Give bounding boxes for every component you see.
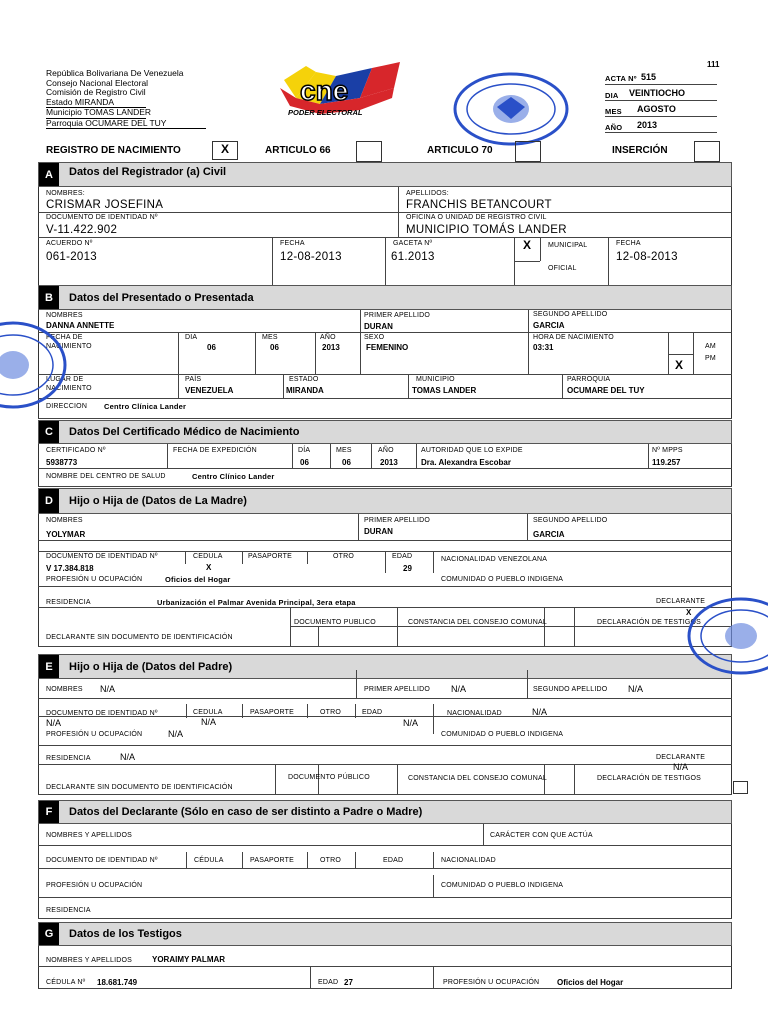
logo-text: cne — [300, 75, 349, 106]
ano-value: 2013 — [322, 343, 340, 352]
madre-sin-doc: DECLARANTE SIN DOCUMENTO DE IDENTIFICACIÓN — [46, 634, 233, 641]
section-e-header — [38, 654, 732, 679]
madre-nacionalidad: NACIONALIDAD VENEZOLANA — [441, 556, 548, 563]
testigo-nombres-label: NOMBRES Y APELLIDOS — [46, 957, 133, 964]
municipio-label: MUNICIPIO — [416, 376, 455, 383]
declarante-nacionalidad-label: NACIONALIDAD — [441, 857, 496, 864]
registro-checkbox[interactable] — [212, 141, 238, 160]
issuer-block — [46, 69, 206, 129]
section-a-header — [38, 162, 732, 187]
certificado-value: 5938773 — [46, 458, 78, 467]
testigo-edad: 27 — [344, 978, 353, 987]
padre-doc-publico: DOCUMENTO PÚBLICO — [288, 774, 370, 781]
testigo-prof: Oficios del Hogar — [557, 978, 624, 987]
oficina-value: MUNICIPIO TOMÁS LANDER — [406, 224, 567, 236]
logo-subtitle: PODER ELECTORAL — [288, 108, 363, 117]
declarante-prof-label: PROFESIÓN U OCUPACIÓN — [46, 882, 143, 889]
section-a-title: Datos del Registrador (a) Civil — [69, 166, 227, 178]
official-stamp — [452, 71, 570, 147]
section-b-title: Datos del Presentado o Presentada — [69, 291, 254, 304]
registrador-doc-label: DOCUMENTO DE IDENTIDAD Nº — [46, 214, 158, 221]
cne-logo — [276, 58, 406, 126]
madre-cedula-mark: X — [206, 563, 212, 572]
madre-edad: 29 — [403, 564, 412, 573]
madre-prof-label: PROFESIÓN U OCUPACIÓN — [46, 576, 143, 583]
madre-sa-label: SEGUNDO APELLIDO — [533, 517, 608, 524]
gaceta-label: GACETA Nº — [393, 240, 433, 247]
section-f-title: Datos del Declarante (Sólo en caso de ser distinto a Padre o Madre) — [69, 806, 423, 818]
declarante-doc-label: DOCUMENTO DE IDENTIDAD Nº — [46, 857, 158, 864]
caracter-label: CARÁCTER CON QUE ACTÚA — [490, 832, 593, 839]
pais-value: VENEZUELA — [185, 386, 234, 395]
madre-nombres-label: NOMBRES — [46, 517, 83, 524]
padre-residencia: N/A — [120, 752, 136, 762]
section-e-letter: E — [39, 655, 59, 678]
madre-comunidad-label: COMUNIDAD O PUEBLO INDIGENA — [441, 576, 564, 583]
dia-label: DIA — [185, 334, 198, 341]
registro-nacimiento-label: REGISTRO DE NACIMIENTO — [46, 145, 181, 156]
cert-ano: 2013 — [380, 458, 398, 467]
sexo-label: SEXO — [364, 334, 385, 341]
madre-edad-label: EDAD — [392, 553, 413, 560]
padre-edad: N/A — [403, 718, 419, 728]
madre-otro-label: OTRO — [333, 553, 355, 560]
gaceta-value: 61.2013 — [391, 251, 435, 263]
stamp-right — [686, 596, 768, 676]
section-b-header — [38, 285, 732, 310]
articulo66-checkbox[interactable] — [356, 141, 382, 162]
mes-value: AGOSTO — [637, 104, 676, 114]
issuer-line: República Bolivariana De Venezuela — [46, 68, 184, 78]
centro-label: NOMBRE DEL CENTRO DE SALUD — [46, 473, 166, 480]
section-g-letter: G — [39, 923, 59, 945]
section-c-header — [38, 420, 732, 444]
presentado-pa: DURAN — [364, 322, 393, 331]
declarante-nombres-label: NOMBRES Y APELLIDOS — [46, 832, 133, 839]
estado-label: ESTADO — [289, 376, 319, 383]
acta-label: ACTA Nº — [605, 74, 637, 83]
section-c-letter: C — [39, 421, 59, 443]
padre-declarante-label: DECLARANTE — [656, 754, 706, 761]
parroquia-label: PARROQUIA — [567, 376, 611, 383]
gaceta-fecha-label: FECHA — [616, 240, 641, 247]
padre-pasaporte-label: PASAPORTE — [250, 709, 294, 716]
cert-mes-label: MES — [336, 447, 352, 454]
section-f-letter: F — [39, 801, 59, 823]
presentado-sa: GARCIA — [533, 321, 565, 330]
declarante-cedula-label: CÉDULA — [194, 857, 224, 864]
testigo-nombres: YORAIMY PALMAR — [152, 955, 226, 964]
testigo-cedula: 18.681.749 — [97, 978, 138, 987]
mes-label: MES — [605, 107, 622, 116]
articulo66-label: ARTICULO 66 — [265, 145, 331, 156]
madre-cedula-label: CEDULA — [193, 553, 223, 560]
padre-doc-label: DOCUMENTO DE IDENTIDAD Nº — [46, 710, 158, 717]
section-d-header — [38, 488, 732, 514]
declarante-residencia-label: RESIDENCIA — [46, 907, 91, 914]
madre-doc-publico: DOCUMENTO PUBLICO — [294, 619, 376, 626]
municipal-label: MUNICIPAL — [548, 242, 588, 249]
expedicion-label: FECHA DE EXPEDICIÓN — [173, 447, 257, 454]
certificado-label: CERTIFICADO Nº — [46, 447, 106, 454]
pais-label: PAÍS — [185, 376, 202, 383]
padre-nacionalidad: N/A — [532, 707, 548, 717]
madre-pa: DURAN — [364, 527, 393, 536]
issuer-line: Consejo Nacional Electoral — [46, 77, 149, 88]
madre-declarante-label: DECLARANTE — [656, 598, 706, 605]
registro-mark: X — [221, 142, 230, 156]
acta-value: 515 — [641, 72, 657, 82]
issuer-line: Parroquia OCUMARE DEL TUY — [46, 119, 206, 130]
am-label: AM — [705, 343, 716, 350]
stamp-left — [0, 320, 70, 410]
declarante-comunidad-label: COMUNIDAD O PUEBLO INDIGENA — [441, 882, 564, 889]
padre-prof-label: PROFESIÓN U OCUPACIÓN — [46, 731, 143, 738]
padre-pa-label: PRIMER APELLIDO — [364, 686, 431, 693]
section-e-title: Hijo o Hija de (Datos del Padre) — [69, 660, 233, 673]
lugar-label-2: NACIMIENTO — [46, 385, 92, 392]
madre-testigos: DECLARACIÓN DE TESTIGOS — [597, 619, 702, 626]
padre-declarante-box[interactable] — [733, 781, 748, 794]
madre-doc: V 17.384.818 — [46, 564, 94, 573]
mes-label: MES — [262, 334, 278, 341]
presentado-pa-label: PRIMER APELLIDO — [364, 312, 431, 319]
padre-cedula: N/A — [201, 717, 217, 727]
section-d-title: Hijo o Hija de (Datos de La Madre) — [69, 495, 247, 507]
madre-sa: GARCIA — [533, 530, 565, 539]
registrador-nombres: CRISMAR JOSEFINA — [46, 199, 164, 211]
testigo-edad-label: EDAD — [318, 979, 339, 986]
acuerdo-fecha: 12-08-2013 — [280, 251, 342, 263]
padre-nombres: N/A — [100, 684, 116, 694]
section-g-header — [38, 922, 732, 946]
articulo70-checkbox[interactable] — [515, 141, 541, 162]
municipio-value: TOMAS LANDER — [412, 386, 477, 395]
direccion-label: DIRECCION — [46, 403, 88, 410]
dia-label: DIA — [605, 91, 619, 100]
registrador-doc: V-11.422.902 — [46, 224, 118, 236]
padre-consejo-comunal: CONSTANCIA DEL CONSEJO COMUNAL — [408, 775, 548, 782]
padre-nacionalidad-label: NACIONALIDAD — [447, 710, 502, 717]
declarante-pasaporte-label: PASAPORTE — [250, 857, 294, 864]
padre-sa: N/A — [628, 684, 644, 694]
oficina-label: OFICINA O UNIDAD DE REGISTRO CIVIL — [406, 214, 547, 221]
estado-value: MIRANDA — [286, 386, 324, 395]
fecha-nac-label: FECHA DE — [46, 334, 83, 341]
padre-pa: N/A — [451, 684, 467, 694]
section-f-header — [38, 800, 732, 824]
autoridad-value: Dra. Alexandra Escobar — [421, 458, 511, 467]
madre-pa-label: PRIMER APELLIDO — [364, 517, 431, 524]
hora-label: HORA DE NACIMIENTO — [533, 334, 614, 341]
pm-mark: X — [675, 358, 684, 372]
cert-ano-label: AÑO — [378, 447, 394, 454]
section-f-body — [38, 824, 732, 918]
testigo-cedula-label: CÉDULA Nº — [46, 979, 86, 986]
section-b-letter: B — [39, 286, 59, 309]
section-g-title: Datos de los Testigos — [69, 928, 182, 940]
mpps-value: 119.257 — [652, 458, 681, 467]
acuerdo-label: ACUERDO Nº — [46, 240, 93, 247]
sexo-value: FEMENINO — [366, 343, 409, 352]
presentado-nombres-label: NOMBRES — [46, 312, 83, 319]
oficial-label: OFICIAL — [548, 265, 577, 272]
declarante-edad-label: EDAD — [383, 857, 404, 864]
padre-testigos: DECLARACIÓN DE TESTIGOS — [597, 775, 702, 782]
registrador-apellidos: FRANCHIS BETANCOURT — [406, 199, 552, 211]
cert-dia: 06 — [300, 458, 309, 467]
insercion-checkbox[interactable] — [694, 141, 720, 162]
acta-block — [605, 72, 725, 134]
madre-nombres: YOLYMAR — [46, 530, 86, 539]
section-c-title: Datos Del Certificado Médico de Nacimiento — [69, 426, 300, 438]
padre-cedula-label: CEDULA — [193, 709, 223, 716]
padre-sa-label: SEGUNDO APELLIDO — [533, 686, 608, 693]
padre-otro-label: OTRO — [320, 709, 342, 716]
padre-residencia-label: RESIDENCIA — [46, 755, 91, 762]
madre-residencia: Urbanización el Palmar Avenida Principal, 3era etapa — [157, 598, 356, 607]
cert-mes: 06 — [342, 458, 351, 467]
cert-dia-label: DÍA — [298, 447, 311, 454]
section-a-letter: A — [39, 163, 59, 186]
lugar-label: LUGAR DE — [46, 376, 84, 383]
issuer-line: Estado MIRANDA — [46, 98, 146, 109]
mpps-label: Nº MPPS — [652, 447, 683, 454]
municipal-mark: X — [523, 238, 532, 252]
madre-doc-label: DOCUMENTO DE IDENTIDAD Nº — [46, 553, 158, 560]
insercion-label: INSERCIÓN — [612, 145, 668, 156]
presentado-nombres: DANNA ANNETTE — [46, 321, 115, 330]
padre-declarante: N/A — [673, 762, 689, 772]
acuerdo-value: 061-2013 — [46, 251, 97, 263]
registrador-nombres-label: NOMBRES: — [46, 190, 85, 197]
ano-label: AÑO — [320, 334, 336, 341]
padre-comunidad-label: COMUNIDAD O PUEBLO INDIGENA — [441, 731, 564, 738]
pm-label: PM — [705, 355, 716, 362]
madre-pasaporte-label: PASAPORTE — [248, 553, 292, 560]
padre-prof: N/A — [168, 729, 184, 739]
page-number: 111 — [707, 60, 720, 69]
dia-value: 06 — [207, 343, 216, 352]
articulo70-label: ARTICULO 70 — [427, 145, 493, 156]
presentado-sa-label: SEGUNDO APELLIDO — [533, 311, 608, 318]
padre-edad-label: EDAD — [362, 709, 383, 716]
madre-declarante-mark: X — [686, 608, 692, 617]
autoridad-label: AUTORIDAD QUE LO EXPIDE — [421, 447, 523, 454]
padre-sin-doc: DECLARANTE SIN DOCUMENTO DE IDENTIFICACIÓN — [46, 784, 233, 791]
parroquia-value: OCUMARE DEL TUY — [567, 386, 645, 395]
direccion-value: Centro Clínica Lander — [104, 402, 187, 411]
madre-consejo-comunal: CONSTANCIA DEL CONSEJO COMUNAL — [408, 619, 548, 626]
section-g-body — [38, 946, 732, 988]
registrador-apellidos-label: APELLIDOS: — [406, 190, 449, 197]
issuer-line: Comisión de Registro Civil — [46, 87, 146, 97]
fecha-nac-label-2: NACIMIENTO — [46, 343, 92, 350]
dia-value: VEINTIOCHO — [629, 88, 686, 98]
ano-label: AÑO — [605, 123, 623, 132]
madre-prof: Oficios del Hogar — [165, 575, 231, 584]
centro-value: Centro Clínico Lander — [192, 472, 275, 481]
ano-value: 2013 — [637, 120, 658, 130]
hora-value: 03:31 — [533, 343, 554, 352]
acuerdo-fecha-label: FECHA — [280, 240, 305, 247]
declarante-otro-label: OTRO — [320, 857, 342, 864]
padre-nombres-label: NOMBRES — [46, 686, 83, 693]
madre-residencia-label: RESIDENCIA — [46, 599, 91, 606]
mes-value: 06 — [270, 343, 279, 352]
padre-doc: N/A — [46, 718, 62, 728]
issuer-line: Municipio TOMAS LANDER — [46, 107, 152, 117]
gaceta-fecha: 12-08-2013 — [616, 251, 678, 263]
testigo-prof-label: PROFESIÓN U OCUPACIÓN — [443, 979, 540, 986]
section-d-letter: D — [39, 489, 59, 513]
